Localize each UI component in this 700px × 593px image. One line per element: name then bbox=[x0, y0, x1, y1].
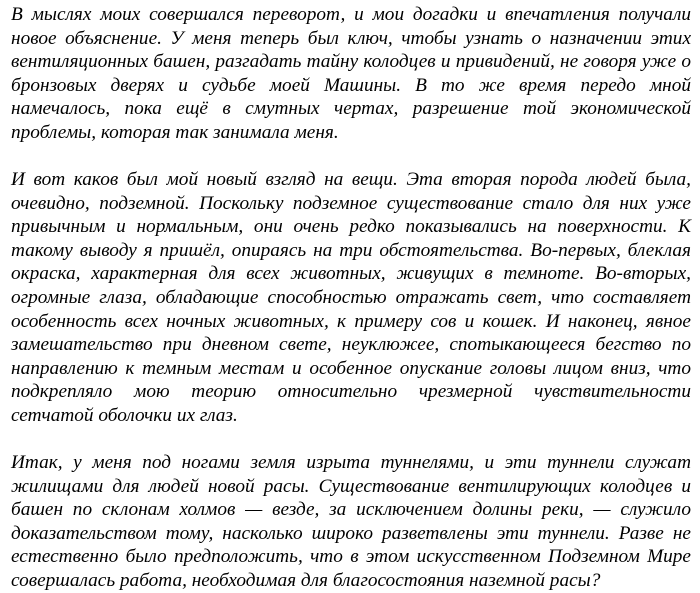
paragraph-3: Итак, у меня под ногами земля изрыта туннелями, и эти туннели служат жилищами для людей новой расы. Существование вентилирующих колодцев и башен по склонам холмов — везде, за исключением долины реки, — служило доказательством тому, насколько широко разветвлены эти туннели. Разве не естественно было предположить, что в этом искусственном Подземном Мире совершалась работа, необходимая для благосостояния наземной расы? bbox=[11, 452, 691, 592]
paragraph-2: И вот каков был мой новый взгляд на вещи. Эта вторая порода людей была, очевидно, подземной. Поскольку подземное существование стало для них уже привычным и нормальным, они очень редко показывались на поверхности. К такому выводу я пришёл, опираясь на три обстоятельства. Во-первых, блеклая окраска, характерная для всех животных, живущих в темноте. Во-вторых, огромные глаза, обладающие способностью отражать свет, что составляет особенность всех ночных животных, к примеру сов и кошек. И наконец, явное замешательство при дневном свете, неуклюжее, спотыкающееся бегство по направлению к темным местам и особенное опускание головы лицом вниз, что подкрепляло мою теорию относительно чрезмерной чувствительности сетчатой оболочки их глаз. bbox=[11, 169, 691, 426]
paragraph-1: В мыслях моих совершался переворот, и мои догадки и впечатления получали новое объяснение. У меня теперь был ключ, чтобы узнать о назначении этих вентиляционных башен, разгадать тайну колодцев и привидений, не говоря уже о бронзовых дверях и судьбе моей Машины. В то же время передо мной намечалось, пока ещё в смутных чертах, разрешение той экономической проблемы, которая так занимала меня. bbox=[11, 4, 691, 143]
